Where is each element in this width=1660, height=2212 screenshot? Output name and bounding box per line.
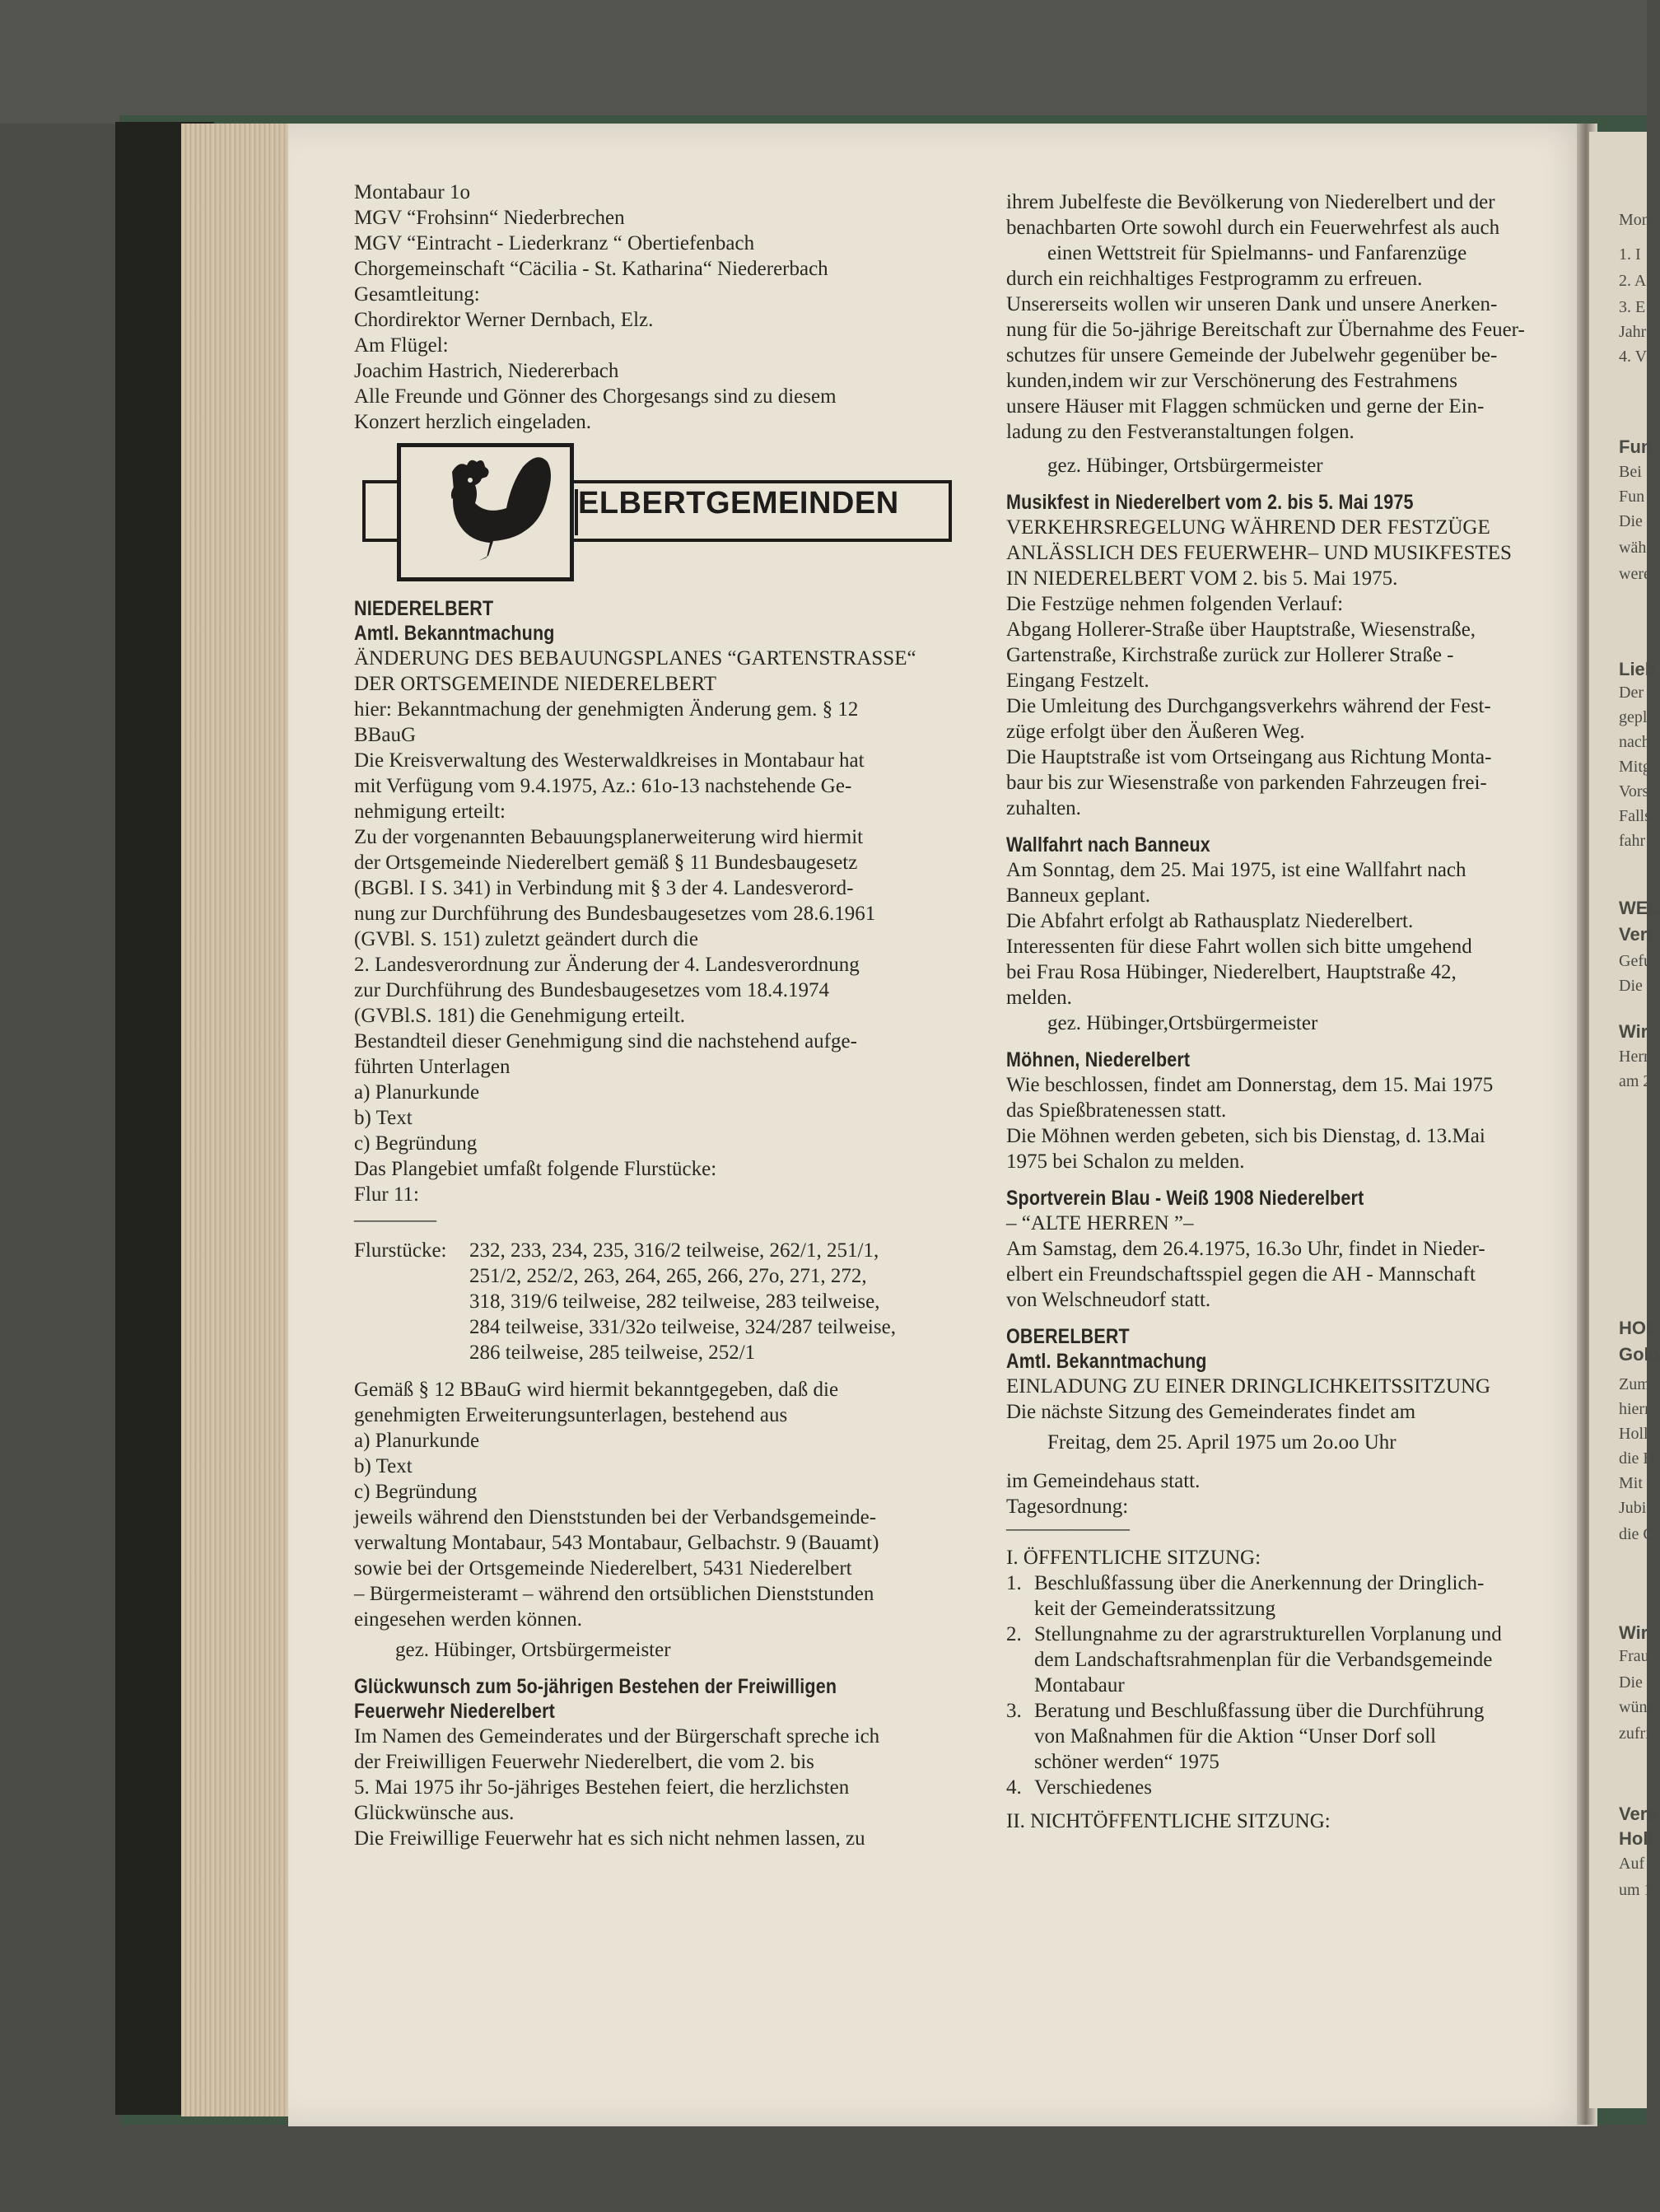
text-line: eingesehen werden können. xyxy=(354,1608,582,1631)
text-line: führten Unterlagen xyxy=(354,1056,511,1078)
text-line: Konzert herzlich eingeladen. xyxy=(354,411,592,433)
text-line: Chorgemeinschaft “Cäcilia - St. Katharina“ Niedererbach xyxy=(354,258,828,280)
agenda-number: 3. xyxy=(1006,1700,1022,1722)
next-page-fragment: Vors xyxy=(1619,782,1649,800)
text-line: Die Möhnen werden gebeten, sich bis Dienstag, d. 13.Mai xyxy=(1006,1125,1485,1147)
next-page-fragment: die C xyxy=(1619,1525,1654,1543)
text-line: Am Flügel: xyxy=(354,334,449,357)
text-line: ———— xyxy=(354,1209,436,1231)
text-line: Gartenstraße, Kirchstraße zurück zur Hollerer Straße - xyxy=(1006,644,1454,666)
musikfest-text xyxy=(1006,515,1574,821)
tagesordnung-rule: —————— xyxy=(1006,1518,1130,1540)
next-page-fragment: Fun xyxy=(1619,488,1645,506)
text-line: Joachim Hastrich, Niedererbach xyxy=(354,360,619,382)
flurstuecke-list xyxy=(469,1238,896,1365)
agenda-item xyxy=(1006,1698,1574,1775)
text-line: (GVBl.S. 181) die Genehmigung erteilt. xyxy=(354,1005,686,1027)
text-line: benachbarten Orte sowohl durch ein Feuerwehrfest als auch xyxy=(1006,217,1500,239)
text-line: VERKEHRSREGELUNG WÄHREND DER FESTZÜGE xyxy=(1006,516,1490,539)
text-line: unsere Häuser mit Flaggen schmücken und gerne der Ein- xyxy=(1006,395,1485,418)
text-line: einen Wettstreit für Spielmanns- und Fanfarenzüge xyxy=(1047,242,1467,264)
text-line: nung zur Durchführung des Bundesbaugesetzes vom 28.6.1961 xyxy=(354,903,876,925)
text-line: Wie beschlossen, findet am Donnerstag, dem 15. Mai 1975 xyxy=(1006,1074,1494,1096)
text-line: verwaltung Montabaur, 543 Montabaur, Gelbachstr. 9 (Bauamt) xyxy=(354,1532,879,1554)
meeting-date: Freitag, dem 25. April 1975 um 2o.oo Uhr xyxy=(1047,1431,1397,1454)
next-page-fragment: Mitg xyxy=(1619,758,1651,776)
agenda-text xyxy=(1034,1775,1152,1800)
text-line: Alle Freunde und Gönner des Chorgesangs sind zu diesem xyxy=(354,385,837,408)
signature-3: gez. Hübinger,Ortsbürgermeister xyxy=(1047,1012,1318,1034)
banner-title: ELBERTGEMEINDEN xyxy=(578,486,899,520)
flurstueck-line: 284 teilweise, 331/32o teilweise, 324/287 teilweise, xyxy=(469,1316,896,1338)
next-page-fragment: 3. E xyxy=(1619,298,1646,316)
next-page-fragment: were xyxy=(1619,565,1651,583)
glueckwunsch-text xyxy=(354,1724,988,1851)
next-page-fragment: Vere xyxy=(1619,1804,1658,1824)
next-page-fragment: Jubi xyxy=(1619,1499,1647,1517)
text-line: Gemäß § 12 BBauG wird hiermit bekanntgegeben, daß die xyxy=(354,1379,839,1401)
text-line: – Bürgermeisteramt – während den ortsüblichen Dienststunden xyxy=(354,1583,874,1605)
signature-2: gez. Hübinger, Ortsbürgermeister xyxy=(1047,455,1323,477)
next-page-fragment: wäh xyxy=(1619,539,1647,557)
next-page-fragment: Gold xyxy=(1619,1344,1660,1365)
text-line: ÄNDERUNG DES BEBAUUNGSPLANES “GARTENSTRASSE“ xyxy=(354,647,916,670)
next-page-fragment: Falls xyxy=(1619,807,1651,825)
flurstuecke-block xyxy=(354,1238,988,1365)
flurstueck-line: 318, 319/6 teilweise, 282 teilweise, 283 teilweise, xyxy=(469,1290,880,1313)
background-top xyxy=(0,0,1647,124)
next-page-fragment: Jahr xyxy=(1619,323,1647,341)
text-line: Unsererseits wollen wir unseren Dank und unsere Anerken- xyxy=(1006,293,1498,315)
sportverein-text xyxy=(1006,1211,1574,1313)
next-page-fragment: gepl xyxy=(1619,708,1648,726)
next-page-fragment: Auf xyxy=(1619,1855,1645,1873)
text-line: das Spießbratenessen statt. xyxy=(1006,1099,1227,1122)
wallfahrt-heading: Wallfahrt nach Banneux xyxy=(1006,833,1210,856)
agenda-line: von Maßnahmen für die Aktion “Unser Dorf soll xyxy=(1034,1725,1437,1748)
bekanntgabe-paragraph xyxy=(354,1377,988,1632)
next-page-fragment: fahr xyxy=(1619,832,1646,850)
next-page-fragment: Die xyxy=(1619,512,1643,530)
elbertgemeinden-banner xyxy=(362,443,955,583)
concert-intro xyxy=(354,180,988,435)
text-line: 2. Landesverordnung zur Änderung der 4. Landesverordnung xyxy=(354,954,860,976)
text-line: Bestandteil dieser Genehmigung sind die nachstehend aufge- xyxy=(354,1030,857,1052)
agenda-number: 1. xyxy=(1006,1572,1022,1594)
text-line: Interessenten für diese Fahrt wollen sich bitte umgehend xyxy=(1006,936,1472,958)
next-page-fragment: um 1 xyxy=(1619,1881,1653,1899)
next-page-fragment: HOL xyxy=(1619,1318,1658,1338)
left-column xyxy=(354,180,988,1851)
next-page-fragment: Mit xyxy=(1619,1474,1643,1492)
next-page-fragment: 1. I xyxy=(1619,245,1641,264)
oberelbert-amtl-heading: Amtl. Bekanntmachung xyxy=(1006,1350,1207,1373)
oberelbert-text xyxy=(1006,1374,1574,1425)
glueckwunsch-continued xyxy=(1006,189,1574,445)
next-page-fragment: Holl xyxy=(1619,1425,1648,1443)
agenda-item xyxy=(1006,1775,1574,1800)
next-page-fragment: Lieb xyxy=(1619,659,1657,679)
next-page-fragment: Gefu xyxy=(1619,952,1652,970)
text-line: (GVBl. S. 151) zuletzt geändert durch die xyxy=(354,928,698,950)
text-line: genehmigten Erweiterungsunterlagen, bestehend aus xyxy=(354,1404,788,1426)
text-line: EINLADUNG ZU EINER DRINGLICHKEITSSITZUNG xyxy=(1006,1375,1491,1398)
text-line: nehmigung erteilt: xyxy=(354,800,506,823)
text-line: bei Frau Rosa Hübinger, Niederelbert, Hauptstraße 42, xyxy=(1006,961,1457,983)
next-page-fragment: WEL xyxy=(1619,898,1659,918)
text-line: Im Namen des Gemeinderates und der Bürgerschaft spreche ich xyxy=(354,1725,880,1748)
text-line: 1975 bei Schalon zu melden. xyxy=(1006,1150,1245,1173)
text-line: nung für die 5o-jährige Bereitschaft zur Übernahme des Feuer- xyxy=(1006,319,1525,341)
text-line: Das Plangebiet umfaßt folgende Flurstücke: xyxy=(354,1158,717,1180)
text-line: IN NIEDERELBERT VOM 2. bis 5. Mai 1975. xyxy=(1006,567,1398,590)
text-line: Chordirektor Werner Dernbach, Elz. xyxy=(354,309,654,331)
right-column xyxy=(1006,189,1574,1834)
public-session-heading: I. ÖFFENTLICHE SITZUNG: xyxy=(1006,1547,1261,1569)
text-line: ihrem Jubelfeste die Bevölkerung von Niederelbert und der xyxy=(1006,191,1495,213)
next-page-fragment: wüns xyxy=(1619,1698,1654,1716)
text-line: Die Festzüge nehmen folgenden Verlauf: xyxy=(1006,593,1344,615)
text-line: Zu der vorgenannten Bebauungsplanerweiterung wird hiermit xyxy=(354,826,864,848)
sportverein-heading: Sportverein Blau - Weiß 1908 Niederelbert xyxy=(1006,1187,1364,1210)
text-line: zuhalten. xyxy=(1006,797,1081,819)
text-line: Am Samstag, dem 26.4.1975, 16.3o Uhr, findet in Nieder- xyxy=(1006,1238,1485,1260)
next-page-fragment: nach xyxy=(1619,733,1650,751)
text-line: Die Umleitung des Durchgangsverkehrs während der Fest- xyxy=(1006,695,1491,717)
text-line: Am Sonntag, dem 25. Mai 1975, ist eine Wallfahrt nach xyxy=(1006,859,1466,881)
private-session-heading: II. NICHTÖFFENTLICHE SITZUNG: xyxy=(1006,1810,1331,1832)
text-line: ANLÄSSLICH DES FEUERWEHR– UND MUSIKFESTES xyxy=(1006,542,1512,564)
next-page-fragment: Die xyxy=(1619,977,1643,995)
flurstueck-line: 286 teilweise, 285 teilweise, 252/1 xyxy=(469,1342,756,1364)
agenda-line: schöner werden“ 1975 xyxy=(1034,1751,1219,1773)
text-line: mit Verfügung vom 9.4.1975, Az.: 61o-13 nachstehende Ge- xyxy=(354,775,852,797)
text-line: kunden,indem wir zur Verschönerung des Festrahmens xyxy=(1006,370,1458,392)
next-page-fragment: 2. A xyxy=(1619,272,1647,290)
moehnen-heading: Möhnen, Niederelbert xyxy=(1006,1048,1191,1071)
rooster-logo-box xyxy=(397,443,574,581)
glueckwunsch-heading-2: Feuerwehr Niederelbert xyxy=(354,1700,555,1723)
agenda-text xyxy=(1034,1622,1502,1698)
text-line: der Freiwilligen Feuerwehr Niederelbert, die vom 2. bis xyxy=(354,1751,814,1773)
next-page-fragment: die H xyxy=(1619,1449,1655,1468)
text-line: 5. Mai 1975 ihr 5o-jähriges Bestehen feiert, die herzlichsten xyxy=(354,1776,850,1799)
text-line: Glückwünsche aus. xyxy=(354,1802,515,1824)
text-line: DER ORTSGEMEINDE NIEDERELBERT xyxy=(354,673,717,695)
agenda-line: Stellungnahme zu der agrarstrukturellen Vorplanung und xyxy=(1034,1623,1502,1645)
next-page-fragment: Mon xyxy=(1619,211,1650,229)
text-line: der Ortsgemeinde Niederelbert gemäß § 11 Bundesbaugesetz xyxy=(354,852,858,874)
text-line: melden. xyxy=(1006,987,1072,1009)
text-line: von Welschneudorf statt. xyxy=(1006,1289,1211,1311)
text-line: Gesamtleitung: xyxy=(354,283,480,306)
text-line: (BGBl. I S. 341) in Verbindung mit § 3 der 4. Landesverord- xyxy=(354,877,854,899)
text-line: Die Freiwillige Feuerwehr hat es sich nicht nehmen lassen, zu xyxy=(354,1827,865,1850)
text-line: – “ALTE HERREN ”– xyxy=(1006,1212,1194,1234)
text-line: zur Durchführung des Bundesbaugesetzes vom 18.4.1974 xyxy=(354,979,829,1001)
agenda-line: dem Landschaftsrahmenplan für die Verbandsgemeinde xyxy=(1034,1649,1493,1671)
agenda-line: Verschiedenes xyxy=(1034,1776,1152,1799)
next-page-fragment: Verl xyxy=(1619,924,1653,945)
agenda-text xyxy=(1034,1570,1484,1622)
text-line: Flur 11: xyxy=(354,1183,419,1206)
next-page-fragment: Herr xyxy=(1619,1048,1649,1066)
text-line: ladung zu den Festveranstaltungen folgen. xyxy=(1006,421,1355,443)
agenda-list xyxy=(1006,1570,1574,1800)
next-page-fragment: Bei xyxy=(1619,463,1642,481)
next-page-edge xyxy=(1589,132,1660,2108)
agenda-number: 2. xyxy=(1006,1623,1022,1645)
text-line: Die nächste Sitzung des Gemeinderates findet am xyxy=(1006,1401,1416,1423)
text-line: BBauG xyxy=(354,724,416,746)
text-line: Die Abfahrt erfolgt ab Rathausplatz Niederelbert. xyxy=(1006,910,1414,932)
next-page-fragment: Fun xyxy=(1619,436,1653,457)
text-line: jeweils während den Dienststunden bei der Verbandsgemeinde- xyxy=(354,1506,877,1528)
agenda-item xyxy=(1006,1570,1574,1622)
next-page-fragment: Zum xyxy=(1619,1375,1650,1393)
flurstueck-line: 251/2, 252/2, 263, 264, 265, 266, 27o, 271, 272, xyxy=(469,1265,867,1287)
text-line: b) Text xyxy=(354,1455,413,1477)
meeting-place: im Gemeindehaus statt. xyxy=(1006,1470,1201,1492)
text-line: baur bis zur Wiesenstraße von parkenden Fahrzeugen frei- xyxy=(1006,772,1487,794)
agenda-item xyxy=(1006,1622,1574,1698)
text-line: hier: Bekanntmachung der genehmigten Änderung gem. § 12 xyxy=(354,698,859,721)
wallfahrt-text xyxy=(1006,857,1574,1010)
glueckwunsch-heading-1: Glückwunsch zum 5o-jährigen Bestehen der Freiwilligen xyxy=(354,1675,837,1698)
text-line: Eingang Festzelt. xyxy=(1006,670,1149,692)
text-line: Die Hauptstraße ist vom Ortseingang aus Richtung Monta- xyxy=(1006,746,1492,768)
next-page-fragment: zufri xyxy=(1619,1724,1650,1743)
text-line: MGV “Eintracht - Liederkranz “ Obertiefenbach xyxy=(354,232,755,254)
text-line: MGV “Frohsinn“ Niederbrechen xyxy=(354,207,625,229)
agenda-number: 4. xyxy=(1006,1776,1022,1799)
bebauungsplan-notice xyxy=(354,646,988,1233)
oberelbert-heading: OBERELBERT xyxy=(1006,1325,1130,1348)
text-line: c) Begründung xyxy=(354,1481,478,1503)
text-line: a) Planurkunde xyxy=(354,1081,480,1104)
text-line: c) Begründung xyxy=(354,1132,478,1155)
page-edges xyxy=(181,124,296,2116)
tagesordnung-label: Tagesordnung: xyxy=(1006,1496,1129,1518)
agenda-line: Beschlußfassung über die Anerkennung der Dringlich- xyxy=(1034,1572,1485,1594)
text-line: Banneux geplant. xyxy=(1006,884,1150,907)
text-line: Montabaur 1o xyxy=(354,181,470,203)
next-page-fragment: Holl xyxy=(1619,1828,1653,1849)
next-page-fragment: Frau xyxy=(1619,1647,1649,1665)
next-page-fragment: Wir xyxy=(1619,1622,1648,1643)
text-line: sowie bei der Ortsgemeinde Niederelbert, 5431 Niederelbert xyxy=(354,1557,852,1580)
rooster-icon xyxy=(401,447,570,577)
flurstueck-line: 232, 233, 234, 235, 316/2 teilweise, 262/1, 251/1, xyxy=(469,1239,879,1262)
signature-1: gez. Hübinger, Ortsbürgermeister xyxy=(395,1639,671,1661)
next-page-fragment: hiern xyxy=(1619,1400,1653,1418)
next-page-fragment: am 2 xyxy=(1619,1072,1652,1090)
agenda-line: Beratung und Beschlußfassung über die Durchführung xyxy=(1034,1700,1485,1722)
text-line: Die Kreisverwaltung des Westerwaldkreises in Montabaur hat xyxy=(354,749,865,772)
next-page-fragment: 4. V xyxy=(1619,348,1648,366)
agenda-text xyxy=(1034,1698,1484,1775)
text-line: a) Planurkunde xyxy=(354,1430,480,1452)
text-line: züge erfolgt über den Äußeren Weg. xyxy=(1006,721,1305,743)
amtl-bekanntmachung-heading: Amtl. Bekanntmachung xyxy=(354,622,555,645)
flurstuecke-label: Flurstücke: xyxy=(354,1239,447,1262)
musikfest-heading: Musikfest in Niederelbert vom 2. bis 5. Mai 1975 xyxy=(1006,491,1414,514)
text-line: elbert ein Freundschaftsspiel gegen die AH - Mannschaft xyxy=(1006,1263,1476,1286)
agenda-line: Montabaur xyxy=(1034,1674,1125,1696)
next-page-fragment: Die xyxy=(1619,1673,1643,1692)
text-line: schutzes für unsere Gemeinde der Jubelwehr gegenüber be- xyxy=(1006,344,1498,366)
text-line: durch ein reichhaltiges Festprogramm zu erfreuen. xyxy=(1006,268,1423,290)
moehnen-text xyxy=(1006,1072,1574,1174)
text-line: Abgang Hollerer-Straße über Hauptstraße, Wiesenstraße, xyxy=(1006,618,1476,641)
next-page-fragment: Der xyxy=(1619,684,1644,702)
next-page-fragment: Wir xyxy=(1619,1021,1648,1042)
text-line: b) Text xyxy=(354,1107,413,1129)
niederelbert-heading: NIEDERELBERT xyxy=(354,597,494,620)
agenda-line: keit der Gemeinderatssitzung xyxy=(1034,1598,1275,1620)
